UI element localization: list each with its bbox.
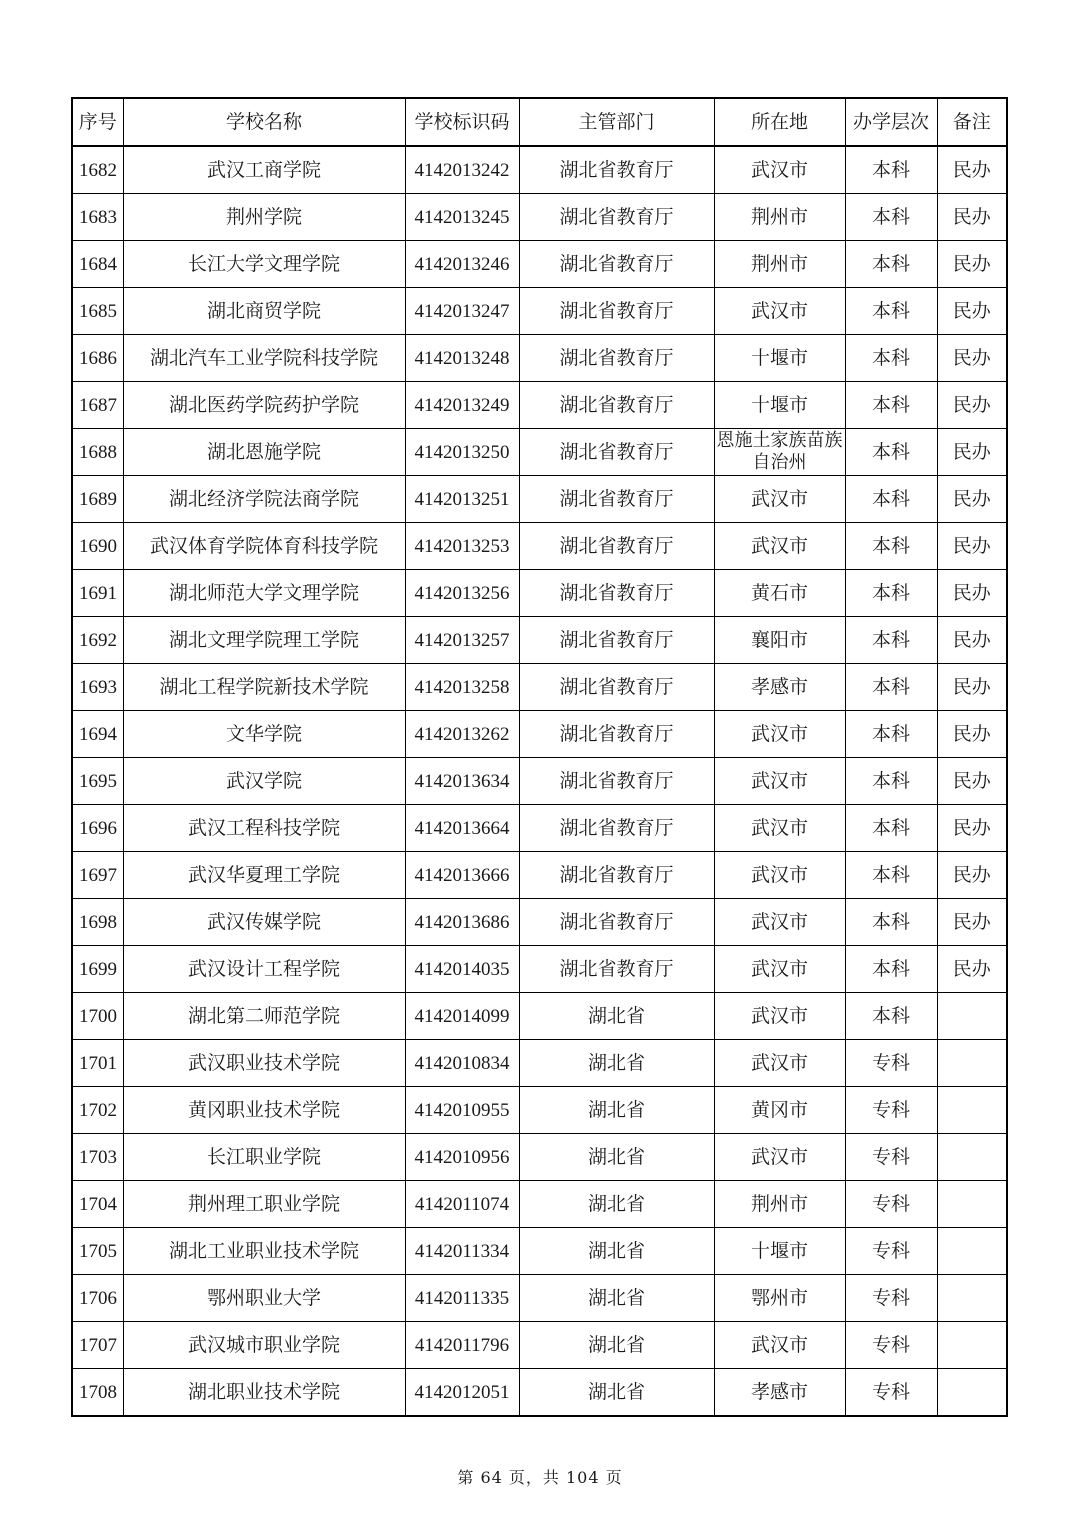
table-row [72, 146, 1007, 194]
header-seq: 序号 [72, 98, 123, 146]
table-row [72, 664, 1007, 711]
cell-school-name: 荆州理工职业学院 [123, 1181, 405, 1228]
cell-department: 湖北省教育厅 [519, 429, 714, 476]
table-row [72, 617, 1007, 664]
cell-school-code: 4142011074 [405, 1181, 519, 1228]
cell-note: 民办 [937, 523, 1007, 570]
cell-school-code: 4142013258 [405, 664, 519, 711]
cell-level: 本科 [845, 570, 937, 617]
cell-level: 专科 [845, 1275, 937, 1322]
cell-department: 湖北省教育厅 [519, 711, 714, 758]
cell-location: 武汉市 [714, 946, 845, 993]
table-row [72, 993, 1007, 1040]
cell-note: 民办 [937, 194, 1007, 241]
cell-note [937, 1181, 1007, 1228]
cell-level: 专科 [845, 1087, 937, 1134]
cell-level: 本科 [845, 664, 937, 711]
cell-location: 武汉市 [714, 899, 845, 946]
cell-location: 恩施土家族苗族自治州 [714, 429, 845, 476]
table-row [72, 852, 1007, 899]
cell-location: 武汉市 [714, 805, 845, 852]
header-location: 所在地 [714, 98, 845, 146]
cell-school-name: 湖北经济学院法商学院 [123, 476, 405, 523]
cell-seq: 1693 [72, 664, 123, 711]
cell-note: 民办 [937, 288, 1007, 335]
cell-school-code: 4142014035 [405, 946, 519, 993]
cell-school-name: 长江职业学院 [123, 1134, 405, 1181]
cell-school-code: 4142013256 [405, 570, 519, 617]
cell-school-code: 4142013245 [405, 194, 519, 241]
cell-location: 十堰市 [714, 1228, 845, 1275]
cell-level: 专科 [845, 1134, 937, 1181]
cell-location: 十堰市 [714, 382, 845, 429]
cell-school-code: 4142010955 [405, 1087, 519, 1134]
cell-seq: 1702 [72, 1087, 123, 1134]
school-list-sheet [71, 97, 1006, 1417]
page-footer: 第 64 页，共 104 页 [457, 1468, 623, 1487]
cell-department: 湖北省教育厅 [519, 194, 714, 241]
table-row [72, 523, 1007, 570]
cell-department: 湖北省教育厅 [519, 570, 714, 617]
cell-seq: 1704 [72, 1181, 123, 1228]
cell-school-name: 武汉体育学院体育科技学院 [123, 523, 405, 570]
cell-department: 湖北省教育厅 [519, 946, 714, 993]
cell-school-name: 鄂州职业大学 [123, 1275, 405, 1322]
cell-note: 民办 [937, 382, 1007, 429]
header-code: 学校标识码 [405, 98, 519, 146]
cell-location: 武汉市 [714, 1040, 845, 1087]
table-row [72, 241, 1007, 288]
table-body [72, 146, 1007, 1416]
cell-location: 鄂州市 [714, 1275, 845, 1322]
table-row [72, 335, 1007, 382]
table-row [72, 1134, 1007, 1181]
cell-level: 本科 [845, 146, 937, 194]
cell-seq: 1708 [72, 1369, 123, 1417]
cell-school-name: 长江大学文理学院 [123, 241, 405, 288]
cell-level: 本科 [845, 993, 937, 1040]
header-level: 办学层次 [845, 98, 937, 146]
cell-location: 武汉市 [714, 476, 845, 523]
cell-note [937, 1275, 1007, 1322]
cell-department: 湖北省教育厅 [519, 476, 714, 523]
school-table [71, 97, 1008, 1417]
cell-school-code: 4142013251 [405, 476, 519, 523]
cell-location: 孝感市 [714, 664, 845, 711]
cell-level: 本科 [845, 946, 937, 993]
cell-seq: 1689 [72, 476, 123, 523]
cell-level: 专科 [845, 1228, 937, 1275]
table-row [72, 758, 1007, 805]
table-row [72, 288, 1007, 335]
cell-note: 民办 [937, 617, 1007, 664]
cell-seq: 1688 [72, 429, 123, 476]
cell-seq: 1691 [72, 570, 123, 617]
cell-note: 民办 [937, 805, 1007, 852]
table-row [72, 1275, 1007, 1322]
cell-seq: 1707 [72, 1322, 123, 1369]
table-row [72, 194, 1007, 241]
cell-department: 湖北省教育厅 [519, 146, 714, 194]
cell-level: 本科 [845, 476, 937, 523]
cell-location: 黄冈市 [714, 1087, 845, 1134]
cell-seq: 1700 [72, 993, 123, 1040]
cell-location: 武汉市 [714, 288, 845, 335]
cell-school-code: 4142013666 [405, 852, 519, 899]
cell-level: 本科 [845, 288, 937, 335]
cell-school-code: 4142010834 [405, 1040, 519, 1087]
cell-department: 湖北省教育厅 [519, 852, 714, 899]
cell-level: 专科 [845, 1181, 937, 1228]
cell-location: 武汉市 [714, 523, 845, 570]
cell-department: 湖北省教育厅 [519, 335, 714, 382]
cell-note: 民办 [937, 476, 1007, 523]
cell-school-name: 荆州学院 [123, 194, 405, 241]
table-row [72, 1322, 1007, 1369]
cell-school-name: 湖北第二师范学院 [123, 993, 405, 1040]
cell-school-code: 4142014099 [405, 993, 519, 1040]
table-row [72, 1228, 1007, 1275]
cell-school-name: 湖北文理学院理工学院 [123, 617, 405, 664]
table-row [72, 899, 1007, 946]
cell-school-name: 湖北汽车工业学院科技学院 [123, 335, 405, 382]
cell-school-code: 4142013664 [405, 805, 519, 852]
cell-level: 本科 [845, 241, 937, 288]
cell-level: 本科 [845, 194, 937, 241]
cell-note [937, 993, 1007, 1040]
cell-level: 专科 [845, 1322, 937, 1369]
cell-department: 湖北省教育厅 [519, 523, 714, 570]
header-row [72, 98, 1007, 146]
cell-level: 本科 [845, 429, 937, 476]
cell-department: 湖北省 [519, 1181, 714, 1228]
cell-department: 湖北省教育厅 [519, 899, 714, 946]
cell-school-name: 武汉学院 [123, 758, 405, 805]
cell-department: 湖北省教育厅 [519, 288, 714, 335]
cell-location: 孝感市 [714, 1369, 845, 1417]
cell-seq: 1697 [72, 852, 123, 899]
cell-department: 湖北省 [519, 1040, 714, 1087]
cell-department: 湖北省教育厅 [519, 617, 714, 664]
cell-location: 武汉市 [714, 852, 845, 899]
cell-seq: 1699 [72, 946, 123, 993]
cell-location: 荆州市 [714, 194, 845, 241]
cell-school-name: 武汉工程科技学院 [123, 805, 405, 852]
cell-school-code: 4142013250 [405, 429, 519, 476]
cell-seq: 1684 [72, 241, 123, 288]
cell-school-name: 湖北职业技术学院 [123, 1369, 405, 1417]
cell-seq: 1706 [72, 1275, 123, 1322]
cell-department: 湖北省 [519, 1134, 714, 1181]
table-row [72, 1040, 1007, 1087]
cell-location: 荆州市 [714, 1181, 845, 1228]
cell-location: 武汉市 [714, 711, 845, 758]
cell-seq: 1687 [72, 382, 123, 429]
cell-location: 十堰市 [714, 335, 845, 382]
cell-note: 民办 [937, 946, 1007, 993]
cell-school-code: 4142011335 [405, 1275, 519, 1322]
cell-department: 湖北省教育厅 [519, 805, 714, 852]
cell-school-name: 武汉城市职业学院 [123, 1322, 405, 1369]
cell-school-name: 武汉传媒学院 [123, 899, 405, 946]
cell-school-name: 武汉职业技术学院 [123, 1040, 405, 1087]
table-row [72, 711, 1007, 758]
table-row [72, 476, 1007, 523]
cell-seq: 1703 [72, 1134, 123, 1181]
cell-school-name: 湖北师范大学文理学院 [123, 570, 405, 617]
cell-location: 武汉市 [714, 993, 845, 1040]
cell-note [937, 1322, 1007, 1369]
cell-level: 本科 [845, 523, 937, 570]
cell-seq: 1696 [72, 805, 123, 852]
cell-level: 本科 [845, 617, 937, 664]
cell-department: 湖北省 [519, 1369, 714, 1417]
cell-level: 本科 [845, 382, 937, 429]
cell-school-name: 武汉设计工程学院 [123, 946, 405, 993]
cell-note [937, 1134, 1007, 1181]
table-header [72, 98, 1007, 146]
header-note: 备注 [937, 98, 1007, 146]
header-dept: 主管部门 [519, 98, 714, 146]
cell-department: 湖北省 [519, 993, 714, 1040]
table-row [72, 570, 1007, 617]
table-row [72, 1181, 1007, 1228]
cell-note: 民办 [937, 758, 1007, 805]
cell-note: 民办 [937, 711, 1007, 758]
cell-school-name: 湖北商贸学院 [123, 288, 405, 335]
cell-level: 本科 [845, 335, 937, 382]
table-row [72, 382, 1007, 429]
cell-note: 民办 [937, 335, 1007, 382]
cell-school-code: 4142013242 [405, 146, 519, 194]
cell-school-code: 4142013247 [405, 288, 519, 335]
cell-level: 本科 [845, 852, 937, 899]
cell-note [937, 1087, 1007, 1134]
cell-note [937, 1228, 1007, 1275]
cell-department: 湖北省教育厅 [519, 664, 714, 711]
cell-level: 专科 [845, 1040, 937, 1087]
cell-school-name: 湖北工程学院新技术学院 [123, 664, 405, 711]
cell-department: 湖北省教育厅 [519, 758, 714, 805]
cell-note: 民办 [937, 852, 1007, 899]
cell-location: 武汉市 [714, 146, 845, 194]
cell-note: 民办 [937, 146, 1007, 194]
cell-school-code: 4142012051 [405, 1369, 519, 1417]
cell-location: 武汉市 [714, 758, 845, 805]
cell-seq: 1694 [72, 711, 123, 758]
cell-location: 武汉市 [714, 1134, 845, 1181]
cell-note: 民办 [937, 899, 1007, 946]
cell-note: 民办 [937, 429, 1007, 476]
cell-note: 民办 [937, 664, 1007, 711]
table-row [72, 805, 1007, 852]
cell-location: 武汉市 [714, 1322, 845, 1369]
cell-note: 民办 [937, 241, 1007, 288]
cell-school-code: 4142011796 [405, 1322, 519, 1369]
cell-level: 专科 [845, 1369, 937, 1417]
cell-seq: 1682 [72, 146, 123, 194]
cell-level: 本科 [845, 711, 937, 758]
cell-school-name: 湖北工业职业技术学院 [123, 1228, 405, 1275]
cell-school-name: 武汉华夏理工学院 [123, 852, 405, 899]
cell-school-code: 4142013257 [405, 617, 519, 664]
cell-department: 湖北省教育厅 [519, 241, 714, 288]
table-row [72, 946, 1007, 993]
cell-department: 湖北省 [519, 1228, 714, 1275]
cell-location: 荆州市 [714, 241, 845, 288]
cell-school-name: 武汉工商学院 [123, 146, 405, 194]
cell-note [937, 1369, 1007, 1417]
cell-school-code: 4142013249 [405, 382, 519, 429]
cell-seq: 1683 [72, 194, 123, 241]
cell-school-name: 湖北恩施学院 [123, 429, 405, 476]
cell-note: 民办 [937, 570, 1007, 617]
cell-department: 湖北省 [519, 1322, 714, 1369]
cell-level: 本科 [845, 805, 937, 852]
table-row [72, 1369, 1007, 1417]
cell-location: 襄阳市 [714, 617, 845, 664]
cell-location: 黄石市 [714, 570, 845, 617]
cell-school-name: 黄冈职业技术学院 [123, 1087, 405, 1134]
cell-seq: 1686 [72, 335, 123, 382]
cell-level: 本科 [845, 758, 937, 805]
cell-seq: 1685 [72, 288, 123, 335]
cell-school-name: 文华学院 [123, 711, 405, 758]
cell-school-code: 4142013253 [405, 523, 519, 570]
cell-seq: 1698 [72, 899, 123, 946]
cell-seq: 1695 [72, 758, 123, 805]
cell-department: 湖北省 [519, 1087, 714, 1134]
cell-school-code: 4142011334 [405, 1228, 519, 1275]
table-row [72, 1087, 1007, 1134]
cell-school-code: 4142013246 [405, 241, 519, 288]
cell-school-code: 4142013634 [405, 758, 519, 805]
cell-school-code: 4142013262 [405, 711, 519, 758]
cell-school-code: 4142013686 [405, 899, 519, 946]
header-name: 学校名称 [123, 98, 405, 146]
cell-school-code: 4142010956 [405, 1134, 519, 1181]
cell-seq: 1692 [72, 617, 123, 664]
cell-school-code: 4142013248 [405, 335, 519, 382]
cell-seq: 1701 [72, 1040, 123, 1087]
cell-seq: 1705 [72, 1228, 123, 1275]
cell-level: 本科 [845, 899, 937, 946]
cell-school-name: 湖北医药学院药护学院 [123, 382, 405, 429]
cell-seq: 1690 [72, 523, 123, 570]
cell-department: 湖北省 [519, 1275, 714, 1322]
cell-department: 湖北省教育厅 [519, 382, 714, 429]
cell-note [937, 1040, 1007, 1087]
table-row [72, 429, 1007, 476]
